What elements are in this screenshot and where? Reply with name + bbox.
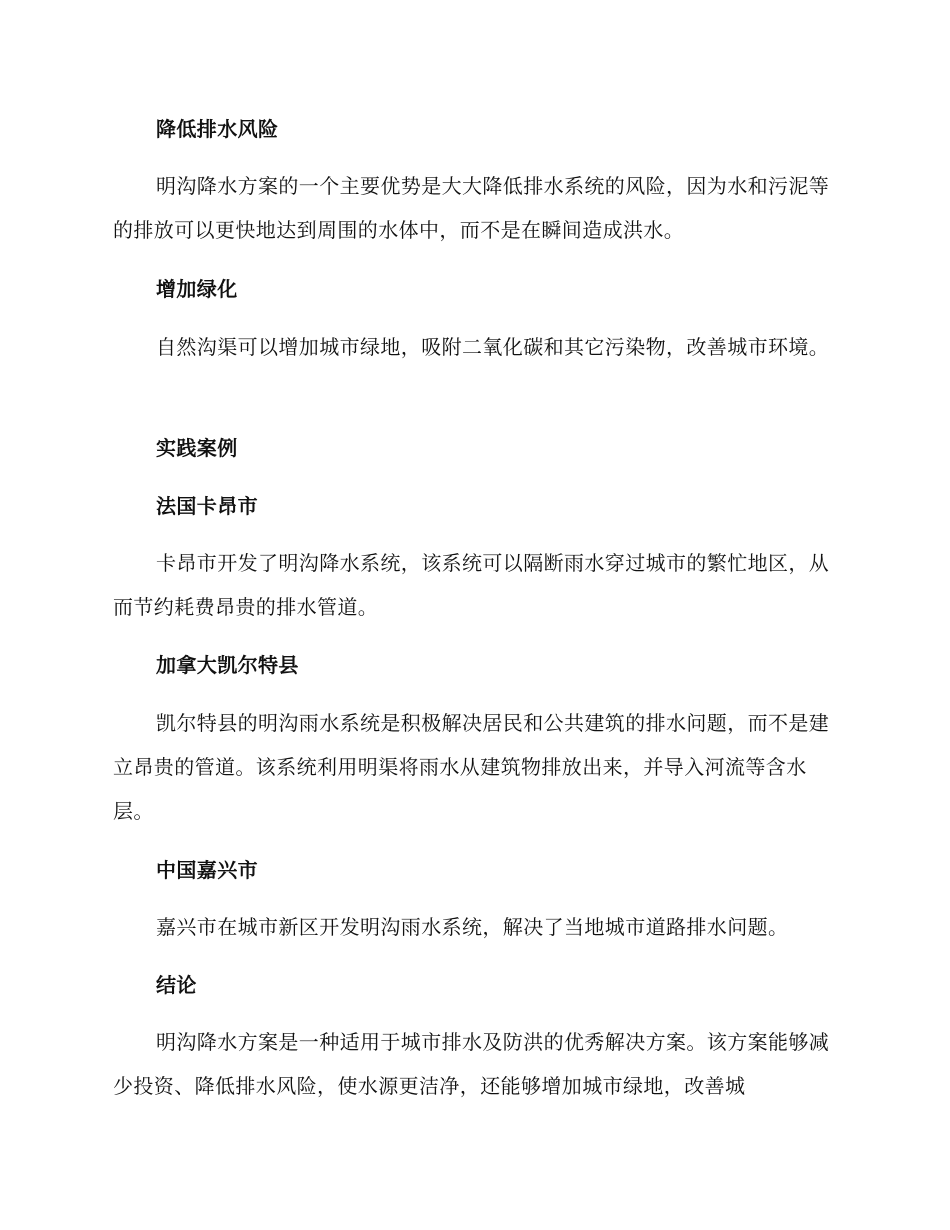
paragraph-jiaxing-china: 嘉兴市在城市新区开发明沟雨水系统，解决了当地城市道路排水问题。: [156, 915, 789, 939]
paragraph-kelt-county-canada: 凯尔特县的明沟雨水系统是积极解决居民和公共建筑的排水问题，而不是建立昂贵的管道。该系统利用明渠将雨水从建筑物排放出来，并导入河流等含水层。: [113, 711, 830, 823]
heading-reduce-drainage-risk: 降低排水风险: [156, 117, 279, 141]
paragraph-reduce-drainage-risk: 明沟降水方案的一个主要优势是大大降低排水系统的风险，因为水和污泥等的排放可以更快地达到周围的水体中，而不是在瞬间造成洪水。: [113, 174, 830, 242]
heading-practice-cases: 实践案例: [156, 436, 238, 460]
heading-kelt-county-canada: 加拿大凯尔特县: [156, 653, 299, 677]
heading-caen-france: 法国卡昂市: [156, 494, 258, 518]
paragraph-increase-greening: 自然沟渠可以增加城市绿地，吸附二氧化碳和其它污染物，改善城市环境。: [156, 335, 830, 359]
heading-conclusion: 结论: [156, 973, 197, 997]
paragraph-caen-france: 卡昂市开发了明沟降水系统，该系统可以隔断雨水穿过城市的繁忙地区，从而节约耗费昂贵的排水管道。: [113, 551, 830, 619]
heading-increase-greening: 增加绿化: [156, 277, 238, 301]
heading-jiaxing-china: 中国嘉兴市: [156, 858, 258, 882]
paragraph-conclusion: 明沟降水方案是一种适用于城市排水及防洪的优秀解决方案。该方案能够减少投资、降低排水风险，使水源更洁净，还能够增加城市绿地，改善城: [113, 1030, 830, 1098]
